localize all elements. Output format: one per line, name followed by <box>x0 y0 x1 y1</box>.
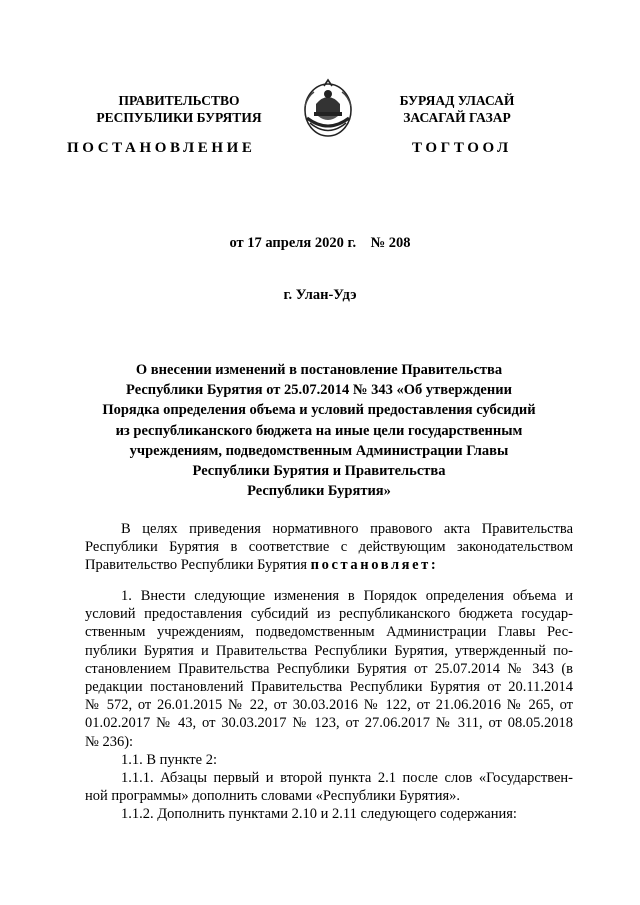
item-1-paragraph <box>85 587 573 824</box>
title-line: Республики Бурятия от 25.07.2014 № 343 «Об утверждении <box>126 382 512 399</box>
document-city: г. Улан-Удэ <box>283 287 357 303</box>
item-1-line: № 236): <box>85 733 134 750</box>
document-title <box>70 360 568 501</box>
item-1-line: редакции постановлений Правительства Республики Бурятия от 20.11.2014 <box>85 679 573 696</box>
government-name-buryat-line-1: БУРЯАД УЛАСАЙ <box>399 93 515 108</box>
government-name-buryat-line-2: ЗАСАГАЙ ГАЗАР <box>403 110 511 125</box>
title-line: из республиканского бюджета на иные цели государственным <box>115 422 523 439</box>
item-1-1-1-line: 1.1.1. Абзацы первый и второй пункта 2.1 после слов «Государствен- <box>121 770 573 787</box>
government-name-line-2: РЕСПУБЛИКИ БУРЯТИЯ <box>96 110 262 125</box>
item-1-1-2-line: 1.1.2. Дополнить пунктами 2.10 и 2.11 следующего содержания: <box>121 806 517 823</box>
coat-of-arms-emblem <box>300 76 356 140</box>
preamble-line <box>85 556 573 574</box>
preamble-line-prefix: Правительство Республики Бурятия <box>85 557 311 574</box>
item-1-line: 01.02.2017 № 43, от 30.03.2017 № 123, от 27.06.2017 № 311, от 08.05.2018 <box>85 715 573 732</box>
preamble-paragraph <box>85 520 573 575</box>
item-1-line: ственным учреждениям, подведомственным Администрации Главы Рес- <box>85 624 573 641</box>
title-line: Республики Бурятия» <box>247 483 391 500</box>
document-type-buryat: ТОГТООЛ <box>412 140 512 156</box>
item-1-line: № 572, от 26.01.2015 № 22, от 30.03.2016 № 122, от 21.06.2016 № 265, от <box>85 697 573 714</box>
item-1-line: 1. Внести следующие изменения в Порядок определения объема и <box>121 588 573 604</box>
resolves-word: постановляет: <box>310 557 439 574</box>
item-1-line: публики Бурятия и Правительства Республики Бурятия, утвержденный по- <box>85 642 573 659</box>
government-name-line-1: ПРАВИТЕЛЬСТВО <box>118 93 240 108</box>
preamble-line: Республики Бурятия в соответствие с действующим законодательством <box>85 539 573 556</box>
item-1-1-1-line: ной программы» дополнить словами «Республики Бурятия». <box>85 788 460 805</box>
government-name-russian <box>90 92 268 126</box>
item-1-line: становлением Правительства Республики Бурятия от 25.07.2014 № 343 (в <box>85 660 573 677</box>
item-1-1-line: 1.1. В пункте 2: <box>121 751 217 768</box>
title-line: О внесении изменений в постановление Правительства <box>135 362 503 378</box>
document-type-russian: ПОСТАНОВЛЕНИЕ <box>67 140 256 156</box>
government-name-buryat <box>382 92 532 126</box>
title-line: учреждениям, подведомственным Администрации Главы <box>129 442 509 459</box>
item-1-line: условий предоставления субсидий из республиканского бюджета государ- <box>85 606 573 623</box>
title-line: Республики Бурятия и Правительства <box>192 463 446 480</box>
title-line: Порядка определения объема и условий предоставления субсидий <box>102 402 536 419</box>
preamble-line: В целях приведения нормативного правового акта Правительства <box>121 521 573 537</box>
document-date-number: от 17 апреля 2020 г. № 208 <box>229 235 411 251</box>
